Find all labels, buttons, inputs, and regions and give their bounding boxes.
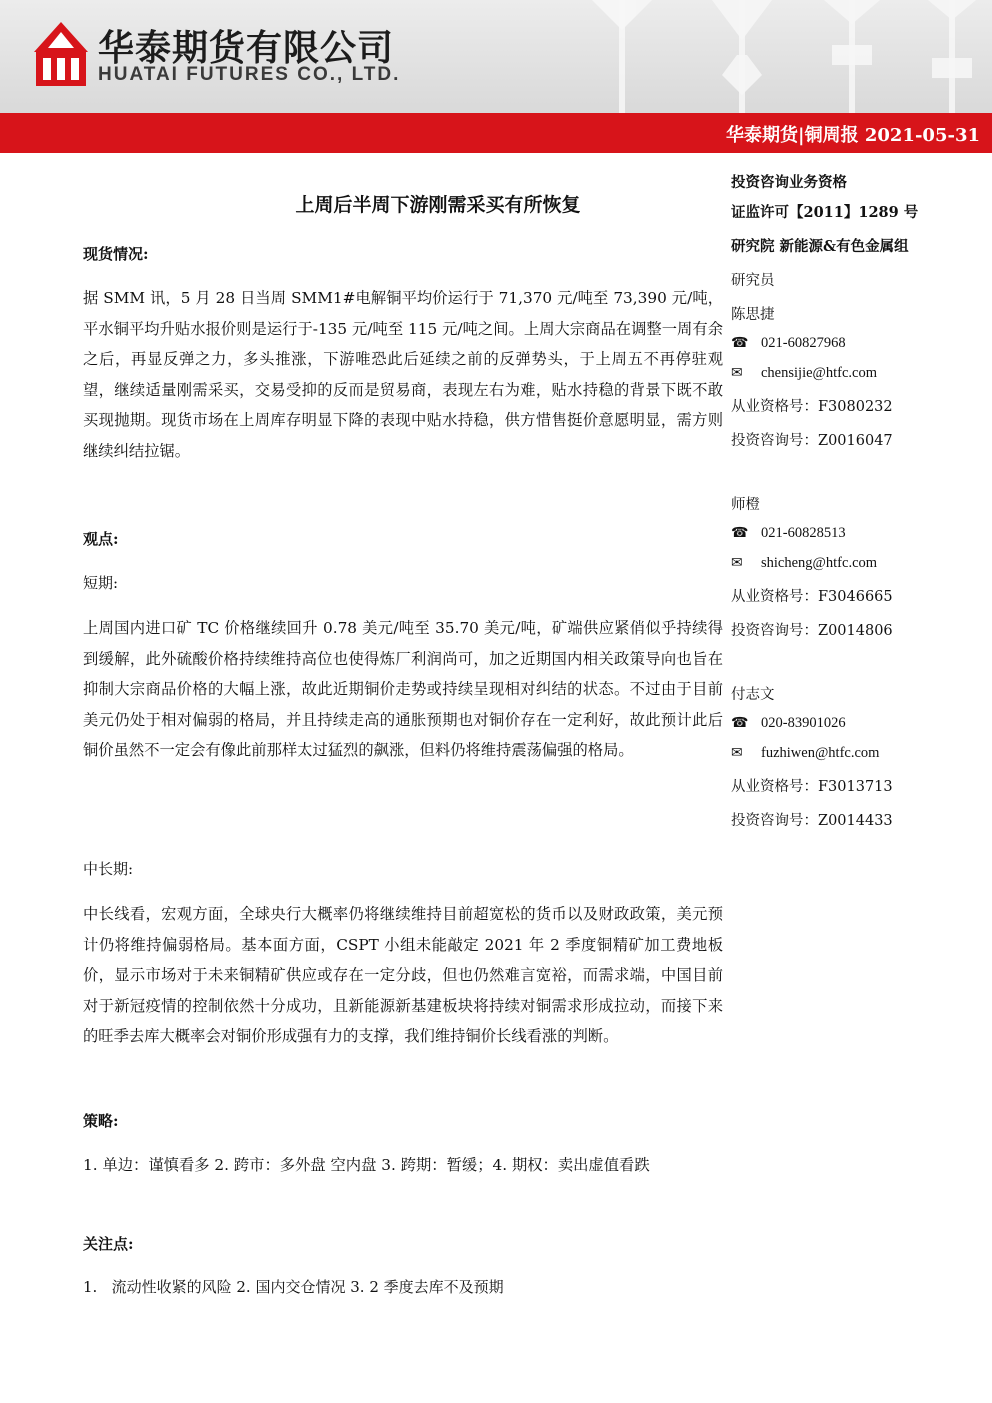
analyst-email-row (731, 555, 877, 572)
analyst-phone: 020-83901026 (761, 715, 846, 731)
phone-icon: ☎ (731, 715, 749, 731)
report-banner (0, 113, 992, 153)
phone-icon: ☎ (731, 335, 749, 351)
analyst-email-row (731, 745, 879, 762)
mid-term-label: 中长期: (83, 860, 134, 878)
report-tag: 华泰期货|铜周报 2021-05-31 (726, 125, 980, 146)
analyst-phone-row (731, 525, 846, 542)
article-body (83, 165, 723, 220)
analyst-cert: 从业资格号：F3013713 (731, 779, 893, 795)
analyst-name: 陈思捷 (731, 307, 775, 323)
analyst-phone-row (731, 715, 846, 732)
view-heading: 观点: (83, 530, 119, 548)
analyst-phone: 021-60827968 (761, 335, 846, 351)
analyst-phone: 021-60828513 (761, 525, 846, 541)
short-term-label: 短期: (83, 574, 119, 592)
envelope-icon: ✉ (731, 745, 743, 761)
page-header (0, 0, 992, 113)
role-label: 研究员 (731, 273, 775, 289)
mid-term-paragraph: 中长线看，宏观方面，全球央行大概率仍将继续维持目前超宽松的货币以及财政政策，美元预计仍将维持偏弱格局。基本面方面，CSPT 小组未能敲定 2021 年 2 季度铜精矿加工费地板价，显示市场对于未来铜精矿供应或存在一定分歧，但也仍然难言宽裕，而需求端，中国目前对于新冠疫情的控制依然十分成功，且新能源新基建板块将持续对铜需求形成拉动，而接下来的旺季去库大概率会对铜价形成强有力的支撑，我们维持铜价长线看涨的判断。 (83, 905, 723, 1046)
phone-icon: ☎ (731, 525, 749, 541)
spot-heading: 现货情况: (83, 245, 149, 263)
company-name-en: HUATAI FUTURES CO., LTD. (98, 64, 401, 85)
company-name-cn: 华泰期货有限公司 (98, 28, 395, 69)
analyst-advice-id: 投资咨询号：Z0016047 (731, 433, 893, 449)
analyst-name: 师橙 (731, 497, 760, 513)
envelope-icon: ✉ (731, 555, 743, 571)
analyst-name: 付志文 (731, 687, 775, 703)
article-title: 上周后半周下游刚需采买有所恢复 (295, 194, 581, 216)
license-number: 证监许可【2011】1289 号 (731, 204, 919, 221)
decorative-signpost-graphic (532, 0, 992, 113)
analyst-advice-id: 投资咨询号：Z0014433 (731, 813, 893, 829)
analyst-email-row (731, 365, 877, 382)
analyst-cert: 从业资格号：F3046665 (731, 589, 893, 605)
analyst-email[interactable]: fuzhiwen@htfc.com (761, 745, 880, 761)
analyst-advice-id: 投资咨询号：Z0014806 (731, 623, 893, 639)
analyst-email[interactable]: chensijie@htfc.com (761, 365, 878, 381)
strategy-text: 1. 单边：谨慎看多 2. 跨市：多外盘 空内盘 3. 跨期：暂缓；4. 期权：卖出虚值看跌 (83, 1156, 650, 1174)
envelope-icon: ✉ (731, 365, 743, 381)
analyst-cert: 从业资格号：F3080232 (731, 399, 893, 415)
short-term-paragraph: 上周国内进口矿 TC 价格继续回升 0.78 美元/吨至 35.70 美元/吨，矿端供应紧俏似乎持续得到缓解，此外硫酸价格持续维持高位也使得炼厂利润尚可，加之近期国内相关政策导向也旨在抑制大宗商品价格的大幅上涨，故此近期铜价走势或持续呈现相对纠结的状态。不过由于目前美元仍处于相对偏弱的格局，并且持续走高的通胀预期也对铜价存在一定利好，故此预计此后铜价虽然不一定会有像此前那样太过猛烈的飙涨，但料仍将维持震荡偏强的格局。 (83, 619, 723, 760)
focus-heading: 关注点: (83, 1235, 134, 1253)
spot-paragraph: 据 SMM 讯，5 月 28 日当周 SMM1#电解铜平均价运行于 71,370 元/吨至 73,390 元/吨，平水铜平均升贴水报价则是运行于-135 元/吨至 115 元/吨之间。上周大宗商品在调整一周有余之后，再显反弹之力，多头推涨，下游唯恐此后延续之前的反弹势头，于上周五不再停驻观望，继续适量刚需采买，交易受抑的反而是贸易商，表现左右为难，贴水持稳的背景下既不敢买现抛期。现货市场在上周库存明显下降的表现中贴水持稳，供方惜售挺价意愿明显，需方则继续纠结拉锯。 (83, 289, 723, 460)
analyst-phone-row (731, 335, 846, 352)
strategy-heading: 策略: (83, 1112, 119, 1130)
focus-text: 1. 流动性收紧的风险 2. 国内交仓情况 3. 2 季度去库不及预期 (83, 1278, 504, 1296)
huatai-logo-icon (34, 22, 88, 88)
qualification-title: 投资咨询业务资格 (731, 174, 847, 191)
analyst-email[interactable]: shicheng@htfc.com (761, 555, 878, 571)
department: 研究院 新能源&有色金属组 (731, 238, 909, 255)
